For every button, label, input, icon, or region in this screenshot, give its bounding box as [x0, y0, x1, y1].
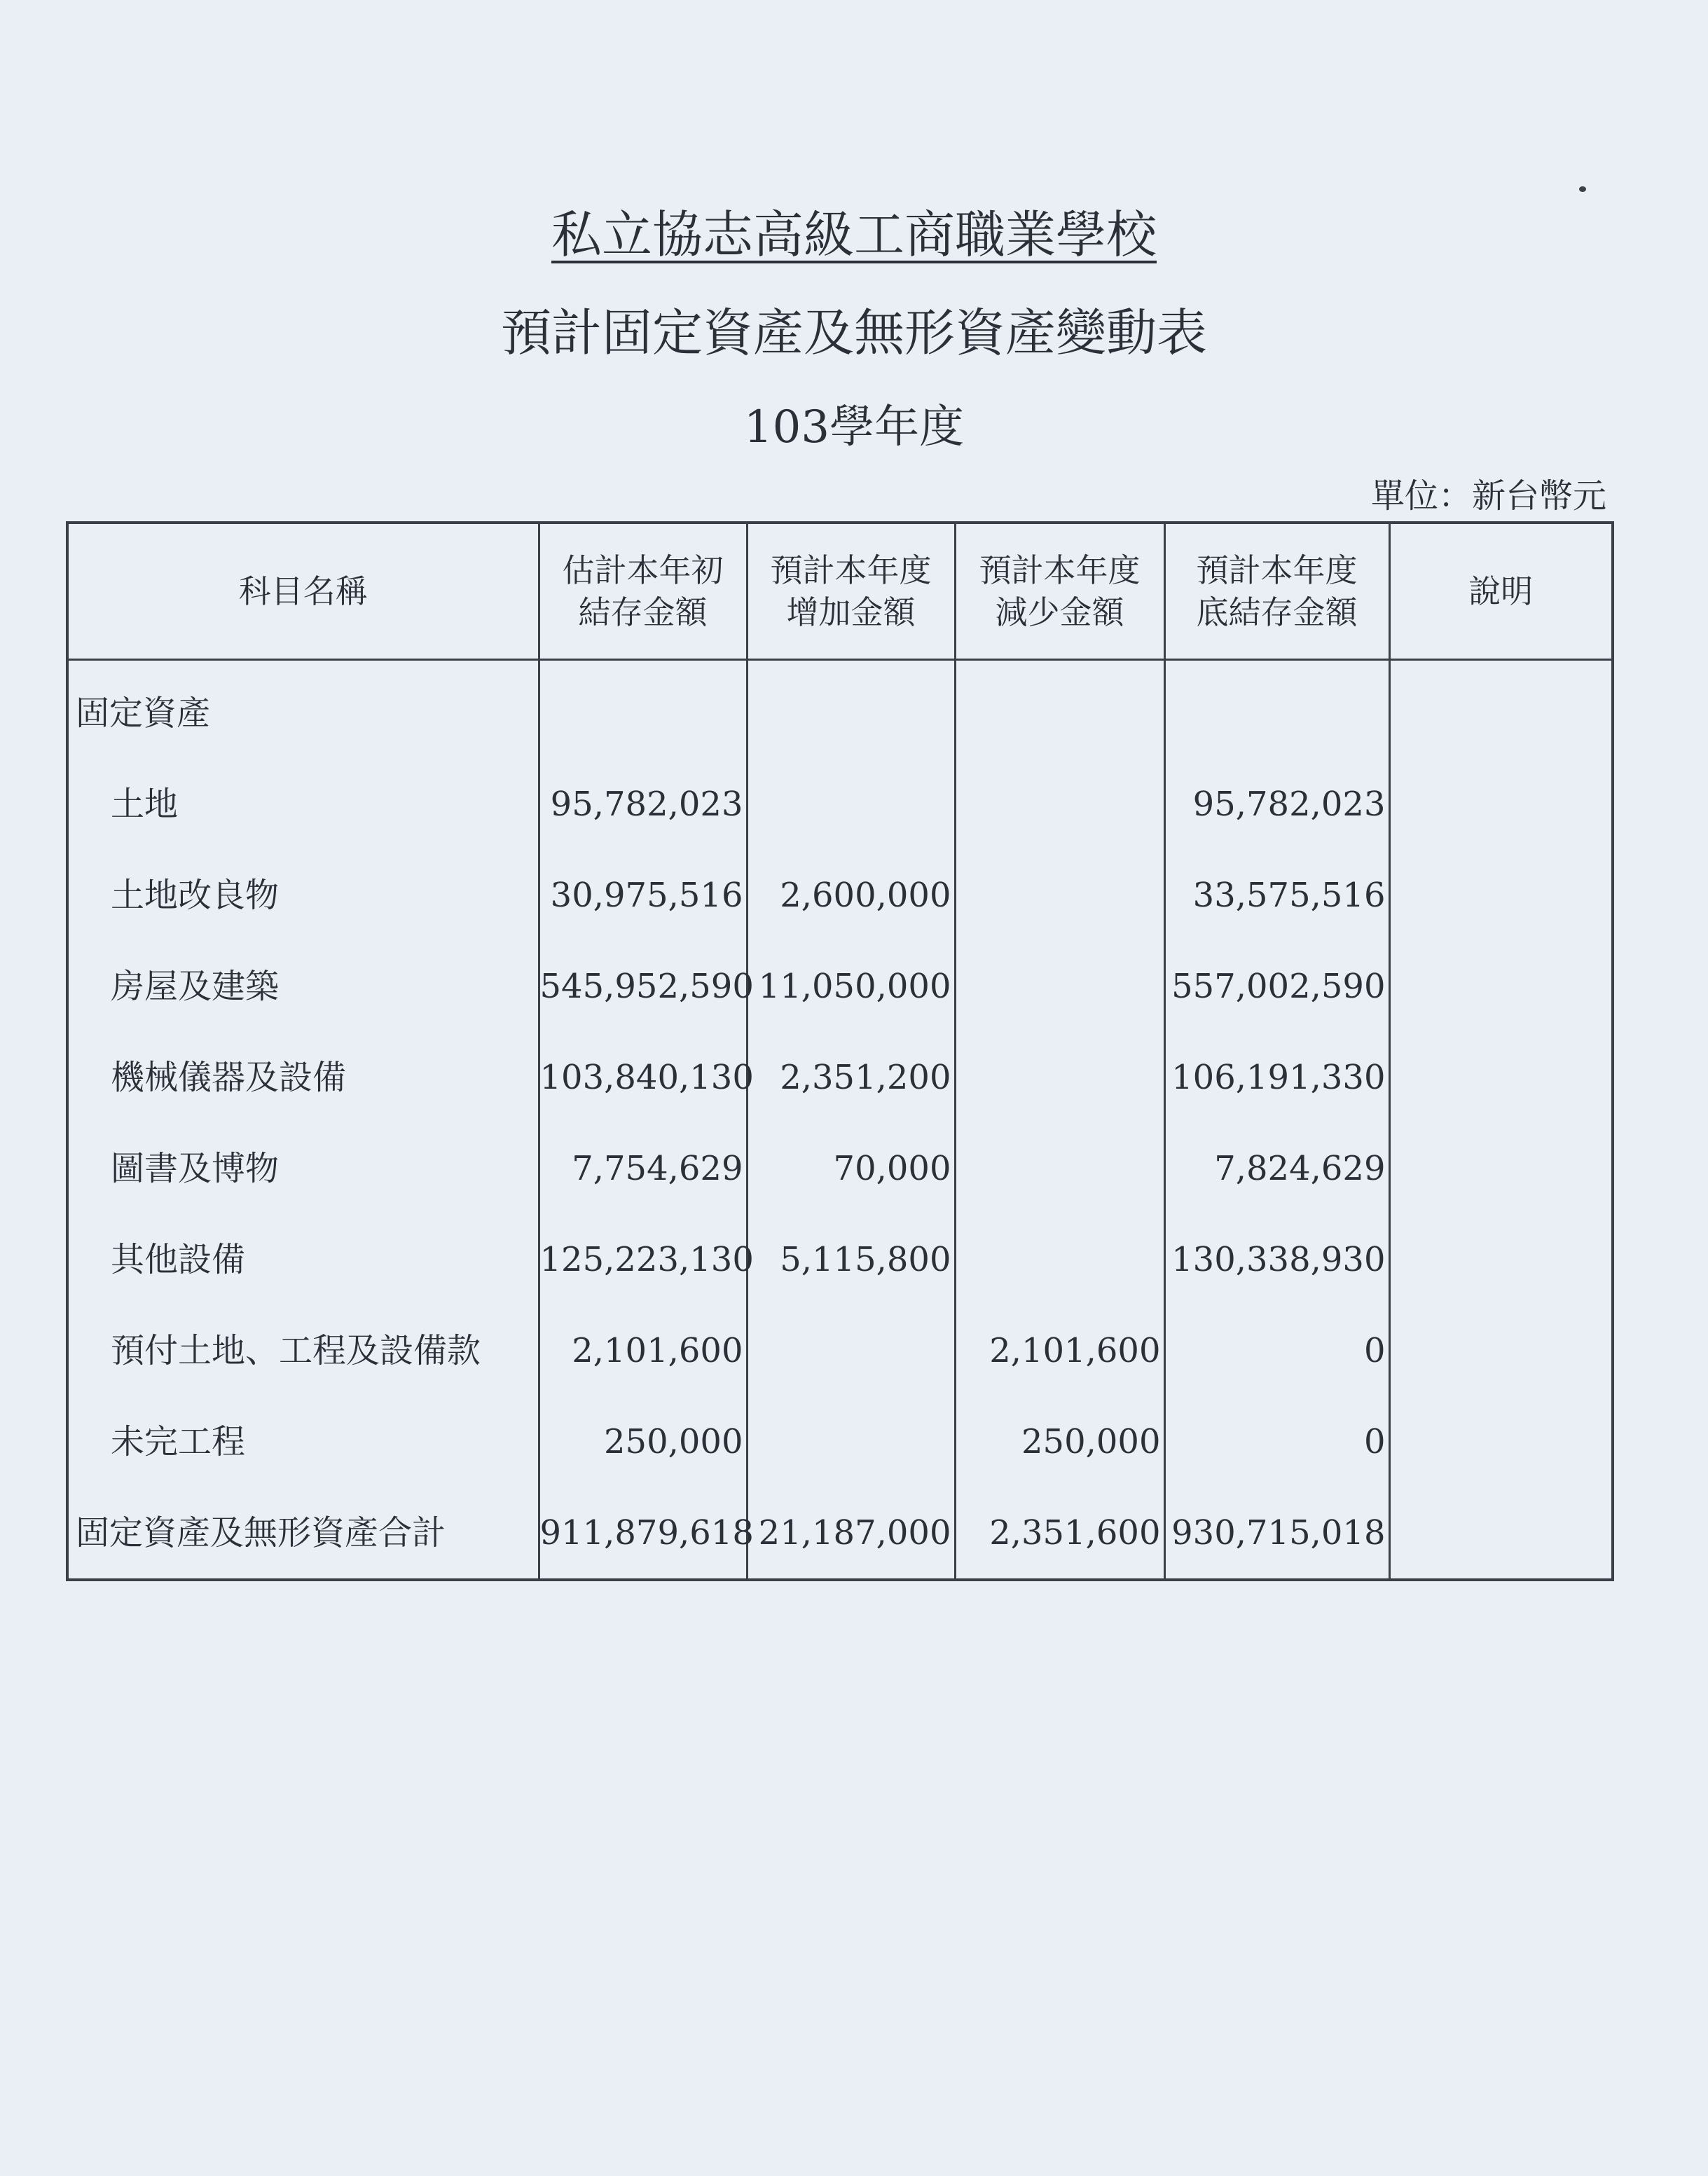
- note: [1389, 1032, 1613, 1123]
- begin-balance: 250,000: [539, 1396, 747, 1487]
- end-balance: 130,338,930: [1164, 1214, 1389, 1305]
- note: [1389, 850, 1613, 941]
- header-line: 預計本年度: [770, 551, 932, 589]
- account-name: 其他設備: [67, 1214, 539, 1305]
- total-row: [67, 1487, 1613, 1580]
- begin-balance: 95,782,023: [539, 759, 747, 850]
- end-balance: 930,715,018: [1164, 1487, 1389, 1580]
- increase-amount: 70,000: [747, 1123, 955, 1214]
- header-line: 結存金額: [578, 593, 708, 631]
- table-row: [67, 1305, 1613, 1396]
- begin-balance: 2,101,600: [539, 1305, 747, 1396]
- begin-balance: 7,754,629: [539, 1123, 747, 1214]
- fiscal-year: 103學年度: [743, 401, 965, 453]
- decrease-amount: [955, 660, 1164, 759]
- table-row: [67, 1396, 1613, 1487]
- header-line: 底結存金額: [1196, 593, 1358, 631]
- account-name: 機械儀器及設備: [67, 1032, 539, 1123]
- account-name: 土地: [67, 759, 539, 850]
- account-name: 房屋及建築: [67, 941, 539, 1032]
- table-row: [67, 1123, 1613, 1214]
- header-line: 科目名稱: [238, 572, 368, 610]
- table-row: [67, 759, 1613, 850]
- begin-balance: 545,952,590: [539, 941, 747, 1032]
- note: [1389, 1214, 1613, 1305]
- table-row: [67, 941, 1613, 1032]
- table-row: [67, 660, 1613, 759]
- unit-note: 單位：新台幣元: [1370, 476, 1606, 516]
- begin-balance: 103,840,130: [539, 1032, 747, 1123]
- decrease-amount: 2,101,600: [955, 1305, 1164, 1396]
- column-header-note: [1389, 523, 1613, 660]
- header-line: 增加金額: [786, 593, 916, 631]
- end-balance: [1164, 660, 1389, 759]
- header-line: 減少金額: [995, 593, 1124, 631]
- begin-balance: 125,223,130: [539, 1214, 747, 1305]
- table-row: [67, 1032, 1613, 1123]
- table-row: [67, 1214, 1613, 1305]
- end-balance: 557,002,590: [1164, 941, 1389, 1032]
- note: [1389, 660, 1613, 759]
- decrease-amount: 250,000: [955, 1396, 1164, 1487]
- note: [1389, 1487, 1613, 1580]
- header-line: 預計本年度: [979, 551, 1141, 589]
- end-balance: 106,191,330: [1164, 1032, 1389, 1123]
- increase-amount: 5,115,800: [747, 1214, 955, 1305]
- account-name: 圖書及博物: [67, 1123, 539, 1214]
- end-balance: 33,575,516: [1164, 850, 1389, 941]
- account-name: 固定資產: [67, 660, 539, 759]
- account-name: 固定資產及無形資產合計: [67, 1487, 539, 1580]
- report-title: 預計固定資產及無形資產變動表: [500, 303, 1207, 362]
- column-header-decrease: [955, 523, 1164, 660]
- decrease-amount: [955, 1123, 1164, 1214]
- account-name: 預付土地、工程及設備款: [67, 1305, 539, 1396]
- begin-balance: [539, 660, 747, 759]
- increase-amount: 2,351,200: [747, 1032, 955, 1123]
- increase-amount: [747, 660, 955, 759]
- column-header-account: [67, 523, 539, 660]
- note: [1389, 1123, 1613, 1214]
- account-name: 土地改良物: [67, 850, 539, 941]
- school-name-text: 私立協志高級工商職業學校: [551, 205, 1157, 264]
- table-header-row: [67, 523, 1613, 660]
- note: [1389, 1396, 1613, 1487]
- ink-dot: [1579, 186, 1586, 192]
- account-name: 未完工程: [67, 1396, 539, 1487]
- increase-amount: [747, 1396, 955, 1487]
- school-name: [0, 203, 1708, 266]
- decrease-amount: [955, 850, 1164, 941]
- asset-change-table: [66, 521, 1614, 1581]
- decrease-amount: [955, 1032, 1164, 1123]
- begin-balance: 911,879,618: [539, 1487, 747, 1580]
- increase-amount: [747, 1305, 955, 1396]
- column-header-end-balance: [1164, 523, 1389, 660]
- header-line: 預計本年度: [1196, 551, 1358, 589]
- begin-balance: 30,975,516: [539, 850, 747, 941]
- table-row: [67, 850, 1613, 941]
- note: [1389, 941, 1613, 1032]
- increase-amount: 11,050,000: [747, 941, 955, 1032]
- column-header-increase: [747, 523, 955, 660]
- note: [1389, 1305, 1613, 1396]
- decrease-amount: [955, 759, 1164, 850]
- decrease-amount: [955, 941, 1164, 1032]
- increase-amount: 21,187,000: [747, 1487, 955, 1580]
- column-header-begin-balance: [539, 523, 747, 660]
- header-line: 估計本年初: [562, 551, 724, 589]
- decrease-amount: [955, 1214, 1164, 1305]
- header-line: 說明: [1468, 572, 1534, 610]
- end-balance: 0: [1164, 1305, 1389, 1396]
- increase-amount: 2,600,000: [747, 850, 955, 941]
- note: [1389, 759, 1613, 850]
- increase-amount: [747, 759, 955, 850]
- end-balance: 0: [1164, 1396, 1389, 1487]
- end-balance: 95,782,023: [1164, 759, 1389, 850]
- decrease-amount: 2,351,600: [955, 1487, 1164, 1580]
- end-balance: 7,824,629: [1164, 1123, 1389, 1214]
